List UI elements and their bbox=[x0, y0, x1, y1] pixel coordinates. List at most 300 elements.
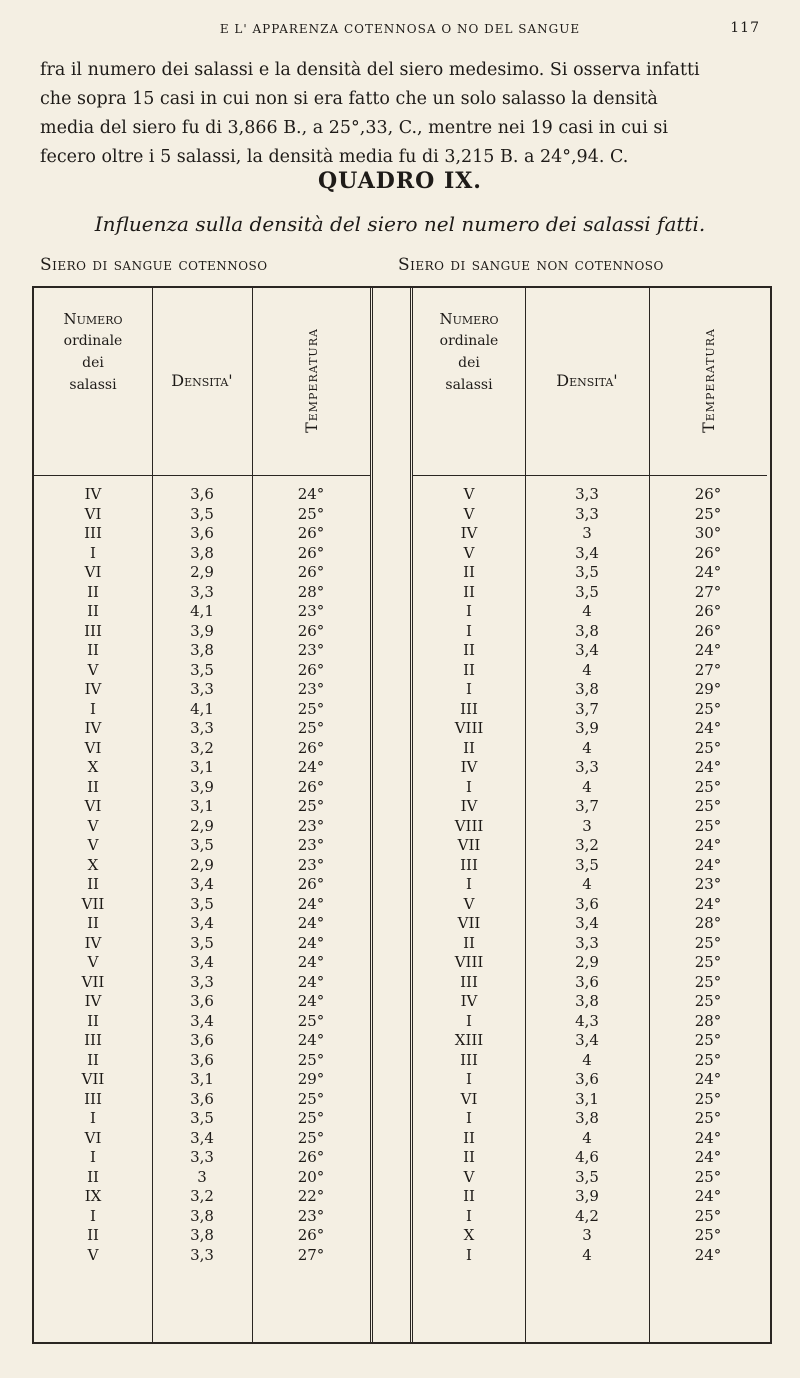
density-cell: 3,2 bbox=[190, 1187, 214, 1205]
table-row bbox=[413, 583, 767, 603]
temperature-cell: 26° bbox=[297, 1226, 325, 1244]
ordinal-cell: III bbox=[84, 1031, 102, 1049]
table-row bbox=[413, 505, 767, 525]
header-line: ordinale bbox=[439, 333, 499, 349]
right-rows bbox=[413, 485, 767, 1265]
header-line: Numero bbox=[63, 310, 123, 328]
header-line: dei bbox=[458, 355, 480, 371]
ordinal-cell: V bbox=[463, 485, 475, 503]
right-table-half bbox=[410, 288, 773, 1342]
density-cell: 3,5 bbox=[575, 855, 599, 874]
density-cell: 3,4 bbox=[190, 875, 214, 893]
density-cell: 3,9 bbox=[575, 719, 599, 737]
ordinal-cell: VII bbox=[81, 1070, 105, 1088]
ordinal-cell: II bbox=[463, 660, 475, 679]
table-row bbox=[413, 544, 767, 564]
density-cell: 3,3 bbox=[190, 972, 214, 991]
table-row bbox=[34, 758, 370, 778]
ordinal-cell: VI bbox=[84, 563, 102, 581]
ordinal-cell: I bbox=[466, 1109, 472, 1127]
ordinal-cell: II bbox=[463, 641, 475, 659]
ordinal-cell: V bbox=[463, 1167, 475, 1186]
header-text: Temperatura bbox=[698, 328, 718, 433]
temperature-cell: 26° bbox=[297, 875, 325, 893]
density-cell: 3,8 bbox=[190, 1206, 214, 1225]
density-cell: 4 bbox=[582, 777, 592, 796]
table-row bbox=[34, 622, 370, 642]
table-row bbox=[413, 1129, 767, 1149]
temperature-cell: 26° bbox=[297, 543, 325, 562]
density-cell: 3,5 bbox=[190, 504, 214, 523]
ordinal-cell: V bbox=[87, 836, 99, 854]
table-row bbox=[34, 914, 370, 934]
table-row bbox=[413, 856, 767, 876]
ordinal-cell: VIII bbox=[454, 719, 484, 737]
density-cell: 3,8 bbox=[575, 680, 599, 698]
density-cell: 3,3 bbox=[575, 485, 599, 503]
temperature-cell: 27° bbox=[694, 582, 722, 601]
temperature-column-header bbox=[252, 288, 370, 473]
table-row bbox=[34, 583, 370, 603]
paragraph-line: che sopra 15 casi in cui non si era fatto che un solo salasso la densità bbox=[40, 89, 658, 109]
temperature-cell: 26° bbox=[694, 621, 722, 640]
temperature-cell: 26° bbox=[297, 777, 325, 796]
ordinal-cell: III bbox=[460, 699, 478, 718]
density-cell: 3,6 bbox=[190, 1089, 214, 1108]
ordinal-cell: VI bbox=[84, 504, 102, 523]
table-row bbox=[413, 1168, 767, 1188]
table-row bbox=[413, 953, 767, 973]
ordinal-cell: I bbox=[466, 1070, 472, 1088]
temperature-cell: 25° bbox=[694, 1109, 722, 1127]
density-cell: 3,8 bbox=[575, 621, 599, 640]
ordinal-cell: II bbox=[463, 1128, 475, 1147]
ordinal-cell: VII bbox=[457, 914, 481, 932]
density-cell: 3,3 bbox=[575, 933, 599, 952]
table-row bbox=[413, 680, 767, 700]
ordinal-column-header bbox=[34, 288, 152, 473]
table-row bbox=[413, 1090, 767, 1110]
table-row bbox=[34, 1168, 370, 1188]
temperature-cell: 23° bbox=[297, 816, 325, 835]
density-cell: 3,6 bbox=[190, 524, 214, 542]
density-cell: 3,5 bbox=[575, 582, 599, 601]
density-cell: 4 bbox=[582, 1128, 592, 1147]
temperature-cell: 25° bbox=[694, 816, 722, 835]
density-cell: 3,3 bbox=[190, 719, 214, 737]
ordinal-cell: VI bbox=[84, 738, 102, 757]
table-row bbox=[34, 1207, 370, 1227]
ordinal-column-header bbox=[413, 288, 525, 473]
density-cell: 4 bbox=[582, 602, 592, 620]
temperature-cell: 30° bbox=[694, 524, 722, 542]
temperature-cell: 29° bbox=[297, 1070, 325, 1088]
ordinal-cell: II bbox=[87, 582, 99, 601]
ordinal-cell: I bbox=[90, 543, 96, 562]
ordinal-cell: III bbox=[84, 524, 102, 542]
density-cell: 3,2 bbox=[575, 836, 599, 854]
table-row bbox=[413, 719, 767, 739]
table-row bbox=[34, 680, 370, 700]
density-cell: 3,2 bbox=[190, 738, 214, 757]
ordinal-cell: I bbox=[466, 777, 472, 796]
temperature-cell: 29° bbox=[694, 680, 722, 698]
density-cell: 3,8 bbox=[190, 543, 214, 562]
table-row bbox=[34, 563, 370, 583]
table-row bbox=[34, 641, 370, 661]
table-row bbox=[34, 505, 370, 525]
ordinal-cell: II bbox=[463, 738, 475, 757]
ordinal-cell: II bbox=[87, 641, 99, 659]
temperature-cell: 24° bbox=[694, 1187, 722, 1205]
density-cell: 3,9 bbox=[190, 621, 214, 640]
temperature-cell: 24° bbox=[297, 894, 325, 913]
temperature-cell: 24° bbox=[694, 1070, 722, 1088]
ordinal-cell: II bbox=[87, 914, 99, 932]
ordinal-cell: IV bbox=[84, 992, 102, 1010]
table-row bbox=[413, 1051, 767, 1071]
temperature-cell: 24° bbox=[694, 855, 722, 874]
ordinal-cell: I bbox=[466, 621, 472, 640]
density-cell: 3 bbox=[582, 1226, 592, 1244]
table-subtitle: Influenza sulla densità del siero nel numero dei salassi fatti. bbox=[94, 212, 706, 236]
ordinal-cell: II bbox=[87, 602, 99, 620]
table-row bbox=[34, 934, 370, 954]
table-row bbox=[34, 992, 370, 1012]
ordinal-cell: X bbox=[87, 855, 99, 874]
temperature-cell: 25° bbox=[694, 1089, 722, 1108]
table-row bbox=[34, 973, 370, 993]
density-cell: 3,1 bbox=[575, 1089, 599, 1108]
header-text: Densita' bbox=[171, 371, 233, 390]
ordinal-cell: I bbox=[466, 680, 472, 698]
table-row bbox=[413, 1070, 767, 1090]
table-row bbox=[34, 1129, 370, 1149]
header-text: Temperatura bbox=[301, 328, 321, 433]
header-text: Densita' bbox=[556, 371, 618, 390]
temperature-cell: 24° bbox=[694, 1148, 722, 1166]
table-row bbox=[413, 1148, 767, 1168]
density-cell: 4,1 bbox=[190, 699, 214, 718]
table-row bbox=[413, 817, 767, 837]
table-row bbox=[34, 895, 370, 915]
temperature-cell: 25° bbox=[694, 1050, 722, 1069]
table-row bbox=[34, 1109, 370, 1129]
density-cell: 3 bbox=[582, 524, 592, 542]
table-row bbox=[413, 622, 767, 642]
temperature-cell: 22° bbox=[297, 1187, 325, 1205]
temperature-cell: 25° bbox=[297, 1011, 325, 1030]
ordinal-cell: X bbox=[463, 1226, 475, 1244]
temperature-cell: 26° bbox=[297, 1148, 325, 1166]
table-row bbox=[34, 1246, 370, 1266]
temperature-cell: 26° bbox=[297, 563, 325, 581]
header-line: salassi bbox=[445, 377, 493, 393]
table-row bbox=[413, 739, 767, 759]
temperature-cell: 25° bbox=[297, 699, 325, 718]
table-row bbox=[413, 1207, 767, 1227]
density-cell: 3,4 bbox=[575, 543, 599, 562]
page-number: 117 bbox=[730, 20, 760, 36]
table-row bbox=[413, 895, 767, 915]
density-cell: 3,7 bbox=[575, 699, 599, 718]
header-rule bbox=[413, 475, 767, 476]
ordinal-cell: I bbox=[90, 1148, 96, 1166]
ordinal-cell: V bbox=[463, 894, 475, 913]
ordinal-cell: V bbox=[463, 504, 475, 523]
table-row bbox=[413, 1246, 767, 1266]
density-cell: 3,3 bbox=[190, 1245, 214, 1264]
table-row bbox=[34, 953, 370, 973]
temperature-cell: 24° bbox=[694, 836, 722, 854]
density-column-header bbox=[525, 288, 649, 473]
table-row bbox=[413, 1031, 767, 1051]
density-cell: 4 bbox=[582, 1245, 592, 1264]
density-cell: 3,5 bbox=[190, 894, 214, 913]
left-table-half bbox=[34, 288, 373, 1342]
density-cell: 3,4 bbox=[190, 953, 214, 971]
ordinal-cell: VII bbox=[457, 836, 481, 854]
ordinal-cell: II bbox=[87, 1011, 99, 1030]
table-row bbox=[413, 914, 767, 934]
temperature-cell: 24° bbox=[694, 894, 722, 913]
table-row bbox=[413, 641, 767, 661]
ordinal-cell: V bbox=[87, 1245, 99, 1264]
table-row bbox=[34, 1226, 370, 1246]
density-cell: 3,8 bbox=[190, 641, 214, 659]
temperature-cell: 24° bbox=[297, 933, 325, 952]
ordinal-cell: IV bbox=[84, 680, 102, 698]
ordinal-cell: V bbox=[463, 543, 475, 562]
table-row bbox=[34, 719, 370, 739]
ordinal-cell: X bbox=[87, 758, 99, 776]
ordinal-cell: II bbox=[87, 777, 99, 796]
table-row bbox=[413, 524, 767, 544]
density-cell: 3,9 bbox=[190, 777, 214, 796]
density-cell: 3,4 bbox=[190, 914, 214, 932]
temperature-cell: 24° bbox=[694, 1245, 722, 1264]
density-cell: 4,3 bbox=[575, 1011, 599, 1030]
density-cell: 3,5 bbox=[575, 563, 599, 581]
table-row bbox=[413, 485, 767, 505]
temperature-cell: 23° bbox=[694, 875, 722, 893]
table-row bbox=[34, 524, 370, 544]
table-row bbox=[413, 797, 767, 817]
table-row bbox=[34, 836, 370, 856]
density-cell: 3,6 bbox=[190, 1050, 214, 1069]
body-paragraph bbox=[40, 56, 762, 172]
table-row bbox=[413, 778, 767, 798]
density-cell: 3,6 bbox=[190, 992, 214, 1010]
temperature-cell: 25° bbox=[694, 777, 722, 796]
table-gutter bbox=[373, 288, 407, 1342]
ordinal-cell: I bbox=[466, 1245, 472, 1264]
temperature-cell: 26° bbox=[694, 543, 722, 562]
table-row bbox=[413, 1187, 767, 1207]
density-cell: 4,6 bbox=[575, 1148, 599, 1166]
ordinal-cell: IV bbox=[84, 719, 102, 737]
table-row bbox=[413, 1226, 767, 1246]
temperature-cell: 26° bbox=[297, 660, 325, 679]
density-cell: 3,8 bbox=[575, 1109, 599, 1127]
ordinal-cell: IV bbox=[460, 758, 478, 776]
temperature-cell: 24° bbox=[297, 758, 325, 776]
density-cell: 3,4 bbox=[575, 1031, 599, 1049]
ordinal-cell: II bbox=[463, 1148, 475, 1166]
temperature-cell: 24° bbox=[694, 641, 722, 659]
table-row bbox=[413, 700, 767, 720]
ordinal-cell: II bbox=[87, 1226, 99, 1244]
left-section-heading: Siero di sangue cotennoso bbox=[40, 255, 268, 275]
table-row bbox=[34, 602, 370, 622]
density-cell: 3 bbox=[582, 816, 592, 835]
temperature-cell: 25° bbox=[297, 504, 325, 523]
density-cell: 3,9 bbox=[575, 1187, 599, 1205]
ordinal-cell: I bbox=[466, 1011, 472, 1030]
temperature-cell: 24° bbox=[297, 914, 325, 932]
table-row bbox=[413, 1012, 767, 1032]
ordinal-cell: II bbox=[463, 933, 475, 952]
table-row bbox=[413, 973, 767, 993]
running-title: E L' APPARENZA COTENNOSA O NO DEL SANGUE bbox=[219, 22, 581, 36]
ordinal-cell: VIII bbox=[454, 953, 484, 971]
temperature-cell: 25° bbox=[297, 1109, 325, 1127]
data-table bbox=[32, 286, 772, 1344]
density-cell: 3,6 bbox=[190, 1031, 214, 1049]
ordinal-cell: IX bbox=[84, 1187, 102, 1205]
density-cell: 4 bbox=[582, 875, 592, 893]
ordinal-cell: IV bbox=[84, 485, 102, 503]
paragraph-line: media del siero fu di 3,866 B., a 25°,33, C., mentre nei 19 casi in cui si bbox=[40, 118, 668, 138]
ordinal-cell: I bbox=[466, 875, 472, 893]
ordinal-cell: VI bbox=[84, 1128, 102, 1147]
table-row bbox=[413, 836, 767, 856]
temperature-cell: 25° bbox=[694, 1031, 722, 1049]
temperature-cell: 23° bbox=[297, 836, 325, 854]
ordinal-cell: V bbox=[87, 816, 99, 835]
temperature-cell: 24° bbox=[694, 719, 722, 737]
density-cell: 2,9 bbox=[190, 563, 214, 581]
ordinal-cell: VII bbox=[81, 972, 105, 991]
header-line: dei bbox=[82, 355, 104, 371]
temperature-cell: 20° bbox=[297, 1167, 325, 1186]
density-cell: 3,8 bbox=[575, 992, 599, 1010]
density-cell: 3,1 bbox=[190, 1070, 214, 1088]
density-cell: 3,8 bbox=[190, 1226, 214, 1244]
density-cell: 3,5 bbox=[575, 1167, 599, 1186]
table-row bbox=[34, 739, 370, 759]
density-cell: 3,3 bbox=[190, 1148, 214, 1166]
ordinal-cell: VI bbox=[84, 797, 102, 815]
table-row bbox=[34, 485, 370, 505]
temperature-cell: 25° bbox=[694, 504, 722, 523]
table-row bbox=[413, 661, 767, 681]
temperature-cell: 26° bbox=[694, 485, 722, 503]
temperature-cell: 23° bbox=[297, 602, 325, 620]
density-cell: 3,6 bbox=[575, 1070, 599, 1088]
density-cell: 3,3 bbox=[575, 758, 599, 776]
table-row bbox=[34, 1090, 370, 1110]
ordinal-cell: I bbox=[90, 1206, 96, 1225]
temperature-cell: 25° bbox=[694, 1226, 722, 1244]
table-row bbox=[34, 875, 370, 895]
table-row bbox=[34, 1187, 370, 1207]
density-cell: 4 bbox=[582, 738, 592, 757]
density-cell: 3,3 bbox=[190, 582, 214, 601]
temperature-cell: 25° bbox=[694, 1206, 722, 1225]
density-cell: 3,4 bbox=[190, 1128, 214, 1147]
table-row bbox=[34, 856, 370, 876]
temperature-cell: 25° bbox=[694, 972, 722, 991]
temperature-cell: 25° bbox=[694, 1167, 722, 1186]
ordinal-cell: II bbox=[463, 563, 475, 581]
table-row bbox=[34, 797, 370, 817]
header-line: Numero bbox=[439, 310, 499, 328]
table-row bbox=[34, 661, 370, 681]
temperature-cell: 25° bbox=[297, 1128, 325, 1147]
density-cell: 3,4 bbox=[575, 641, 599, 659]
density-cell: 3,5 bbox=[190, 660, 214, 679]
ordinal-cell: I bbox=[466, 1206, 472, 1225]
ordinal-cell: III bbox=[460, 855, 478, 874]
temperature-cell: 26° bbox=[297, 738, 325, 757]
table-row bbox=[34, 1051, 370, 1071]
table-row bbox=[413, 1109, 767, 1129]
density-cell: 3,6 bbox=[575, 894, 599, 913]
temperature-cell: 23° bbox=[297, 1206, 325, 1225]
ordinal-cell: XIII bbox=[454, 1031, 484, 1049]
temperature-cell: 24° bbox=[694, 563, 722, 581]
density-cell: 3,5 bbox=[190, 836, 214, 854]
table-row bbox=[413, 992, 767, 1012]
table-row bbox=[413, 758, 767, 778]
density-cell: 4 bbox=[582, 1050, 592, 1069]
header-rule bbox=[34, 475, 370, 476]
density-cell: 3,6 bbox=[575, 972, 599, 991]
right-section-heading: Siero di sangue non cotennoso bbox=[398, 255, 664, 275]
temperature-cell: 24° bbox=[694, 758, 722, 776]
table-row bbox=[413, 934, 767, 954]
temperature-cell: 24° bbox=[297, 953, 325, 971]
table-row bbox=[413, 875, 767, 895]
temperature-cell: 25° bbox=[297, 1089, 325, 1108]
density-cell: 3,4 bbox=[575, 914, 599, 932]
temperature-cell: 25° bbox=[694, 699, 722, 718]
density-cell: 4,2 bbox=[575, 1206, 599, 1225]
ordinal-cell: II bbox=[87, 1167, 99, 1186]
temperature-cell: 24° bbox=[297, 1031, 325, 1049]
ordinal-cell: IV bbox=[84, 933, 102, 952]
temperature-cell: 25° bbox=[694, 797, 722, 815]
temperature-cell: 27° bbox=[694, 660, 722, 679]
density-cell: 2,9 bbox=[190, 816, 214, 835]
ordinal-cell: III bbox=[84, 1089, 102, 1108]
temperature-cell: 23° bbox=[297, 641, 325, 659]
density-cell: 2,9 bbox=[575, 953, 599, 971]
density-cell: 3,6 bbox=[190, 485, 214, 503]
table-row bbox=[34, 544, 370, 564]
density-cell: 3,4 bbox=[190, 1011, 214, 1030]
density-cell: 3 bbox=[197, 1167, 207, 1186]
table-row bbox=[34, 1031, 370, 1051]
density-cell: 3,7 bbox=[575, 797, 599, 815]
left-rows bbox=[34, 485, 370, 1265]
ordinal-cell: III bbox=[84, 621, 102, 640]
density-cell: 2,9 bbox=[190, 855, 214, 874]
density-cell: 3,3 bbox=[190, 680, 214, 698]
paragraph-line: fecero oltre i 5 salassi, la densità media fu di 3,215 B. a 24°,94. C. bbox=[40, 147, 629, 167]
temperature-cell: 24° bbox=[297, 485, 325, 503]
